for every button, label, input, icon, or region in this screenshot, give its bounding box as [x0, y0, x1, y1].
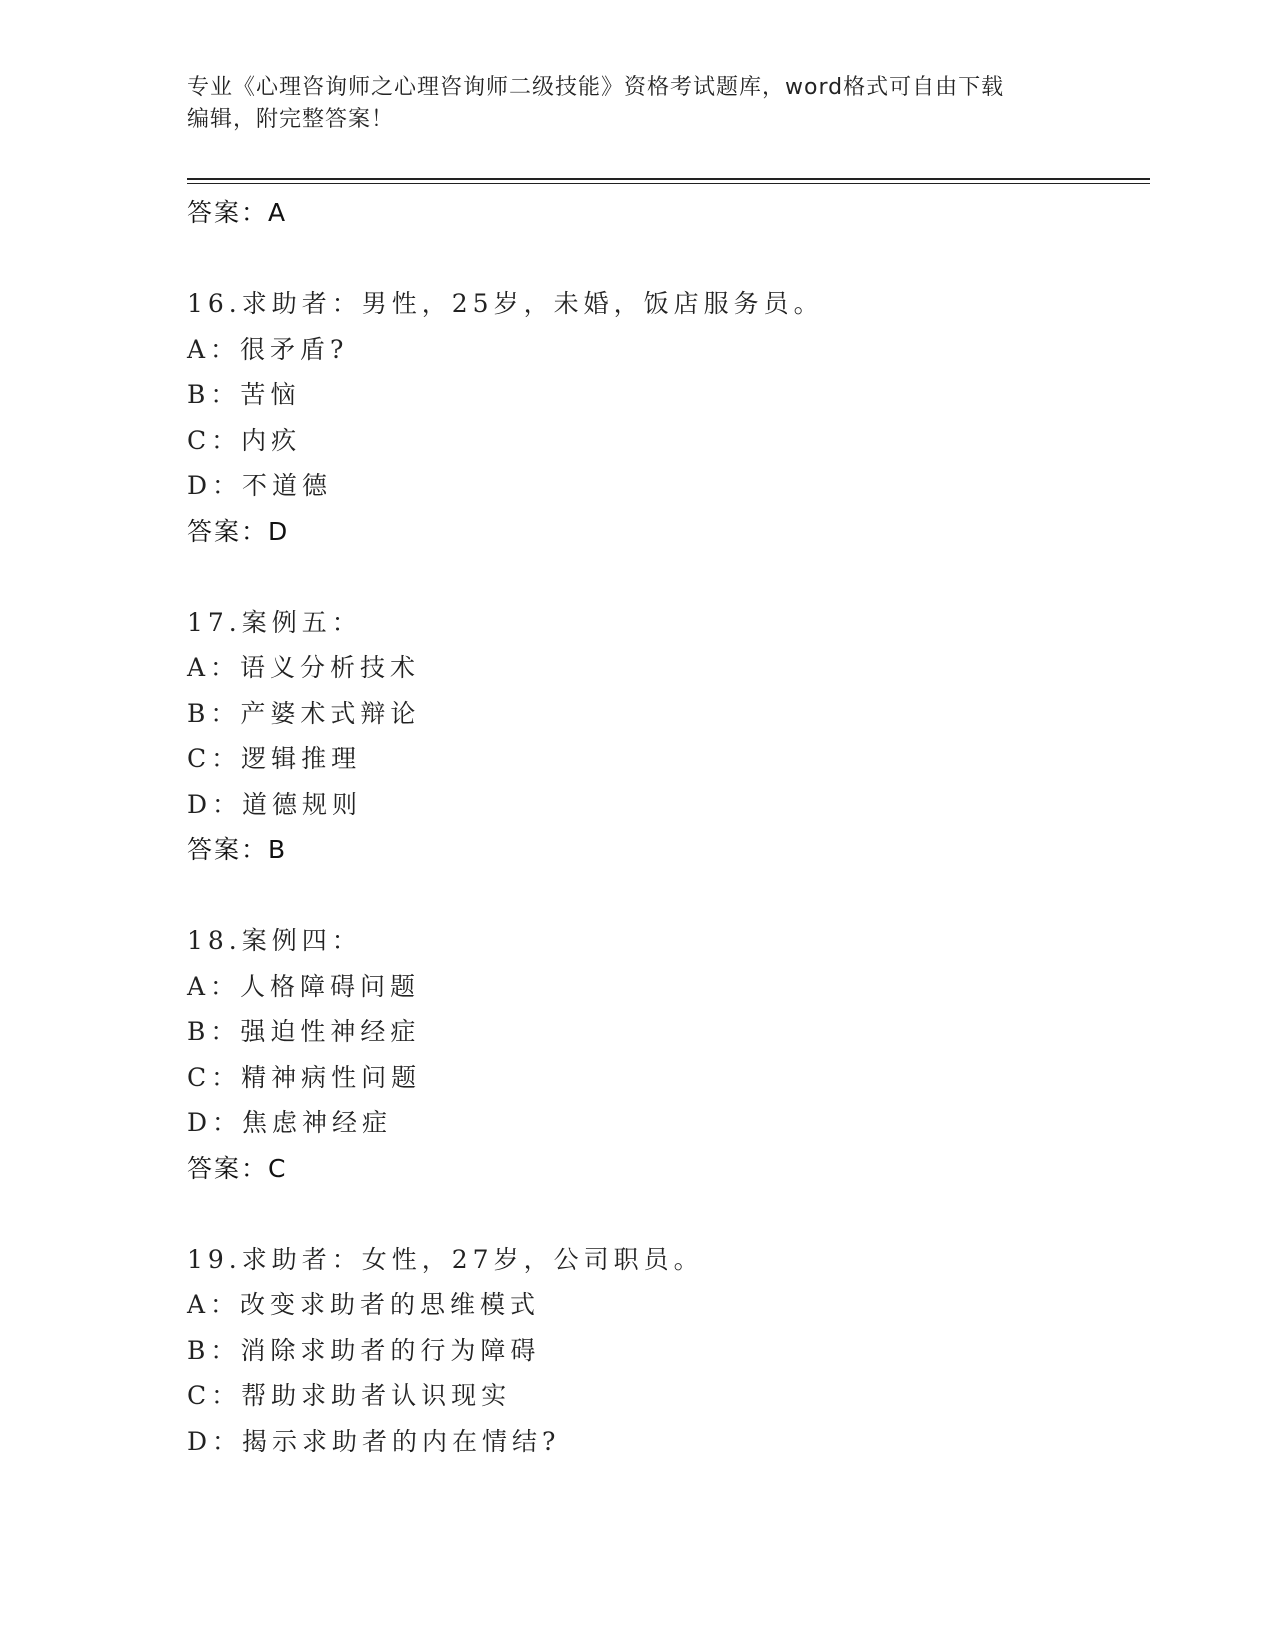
- option-c: C：帮助求助者认识现实: [187, 1381, 512, 1410]
- question-stem: 18.案例四：: [187, 926, 362, 955]
- option-d: D：道德规则: [187, 789, 363, 819]
- answer-line: 答案：C: [187, 1153, 288, 1183]
- header-line-1: 专业《心理咨询师之心理咨询师二级技能》资格考试题库，word格式可自由下载: [187, 75, 1005, 100]
- option-b: B：产婆术式辩论: [187, 698, 421, 728]
- header-divider-thin: [187, 183, 1150, 184]
- option-b: B：苦恼: [187, 380, 301, 409]
- spacer: [187, 873, 1147, 919]
- option-a: A：人格障碍问题: [187, 971, 421, 1001]
- option-d: D：不道德: [187, 471, 333, 500]
- document-header: [187, 72, 1067, 136]
- answer-line: 答案：D: [187, 516, 290, 546]
- option-c: C：精神病性问题: [187, 1062, 422, 1092]
- option-b: B：消除求助者的行为障碍: [187, 1335, 541, 1365]
- spacer: [187, 236, 1147, 282]
- option-c: C：内疚: [187, 425, 302, 455]
- question-stem: 16.求助者：男性，25岁，未婚，饭店服务员。: [187, 289, 824, 318]
- option-d: D：焦虑神经症: [187, 1108, 393, 1137]
- answer-line: 答案：B: [187, 835, 288, 864]
- option-a: A：改变求助者的思维模式: [187, 1290, 541, 1319]
- option-a: A：语义分析技术: [187, 653, 421, 682]
- header-divider-thick: [187, 178, 1150, 180]
- question-19: [187, 1237, 1147, 1465]
- question-17: [187, 600, 1147, 873]
- question-16: [187, 281, 1147, 554]
- spacer: [187, 1191, 1147, 1237]
- option-c: C：逻辑推理: [187, 744, 362, 773]
- question-list: [187, 190, 1147, 1464]
- answer-line: 答案：A: [187, 198, 288, 227]
- option-b: B：强迫性神经症: [187, 1017, 421, 1046]
- question-18: [187, 918, 1147, 1191]
- question-stem: 17.案例五：: [187, 607, 362, 637]
- option-d: D：揭示求助者的内在情结?: [187, 1426, 561, 1456]
- spacer: [187, 554, 1147, 600]
- question-stem: 19.求助者：女性，27岁，公司职员。: [187, 1244, 704, 1274]
- header-line-2: 编辑，附完整答案！: [187, 107, 395, 132]
- option-a: A：很矛盾?: [187, 334, 349, 364]
